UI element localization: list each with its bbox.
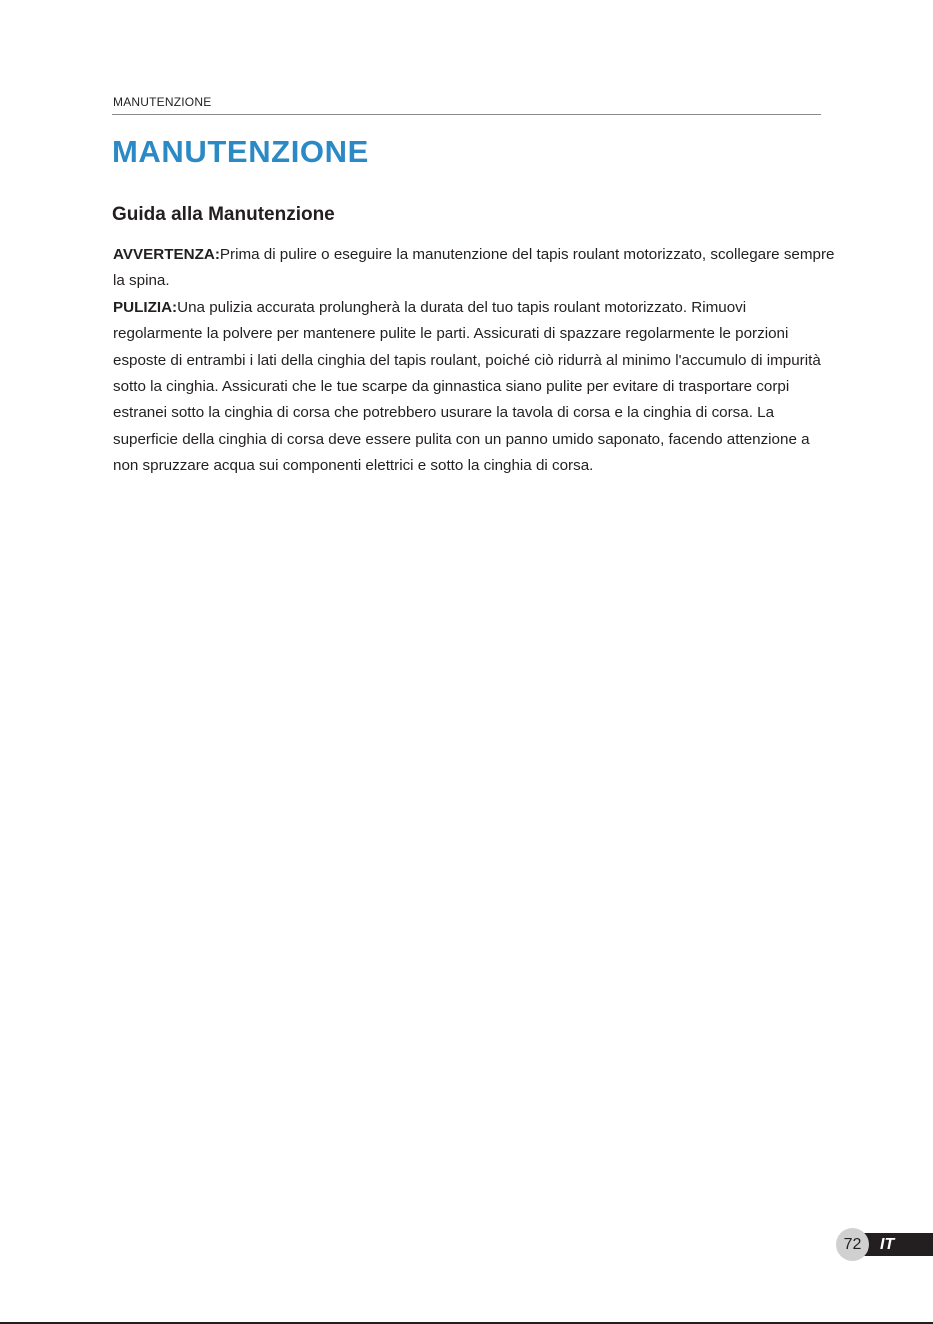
page-number-badge bbox=[836, 1228, 933, 1261]
cleaning-label: PULIZIA: bbox=[113, 298, 178, 316]
cleaning-paragraph bbox=[113, 295, 835, 480]
header-divider bbox=[112, 114, 821, 115]
warning-label: AVVERTENZA: bbox=[113, 246, 220, 263]
warning-paragraph bbox=[113, 242, 835, 295]
cleaning-text: Una pulizia accurata prolungherà la durata del tuo tapis roulant motorizzato. Rimuovi regolarmente la polvere per mantenere pulite le parti. Assicurati di spazzare regolarmente le porzioni esposte di entrambi i lati della cinghia del tapis roulant, poiché ciò ridurrà al minimo l'accumulo di impurità sotto la cinghia. Assicurati che le tue scarpe da ginnastica siano pulite per evitare di trasportare corpi estranei sotto la cinghia di corsa che potrebbero usurare la tavola di corsa e la cinghia di corsa. La superficie della cinghia di corsa deve essere pulita con un panno umido saponato, facendo attenzione a non spruzzare acqua sui componenti elettrici e sotto la cinghia di corsa. bbox=[113, 298, 821, 475]
page-title: MANUTENZIONE bbox=[112, 134, 369, 169]
maintenance-guide-text bbox=[113, 242, 835, 480]
warning-text: Prima di pulire o eseguire la manutenzione del tapis roulant motorizzato, scollegare sempre la spina. bbox=[113, 246, 835, 290]
running-header: MANUTENZIONE bbox=[113, 95, 212, 109]
language-code: IT bbox=[880, 1236, 895, 1253]
page-number: 72 bbox=[836, 1228, 869, 1261]
section-title: Guida alla Manutenzione bbox=[112, 204, 335, 225]
